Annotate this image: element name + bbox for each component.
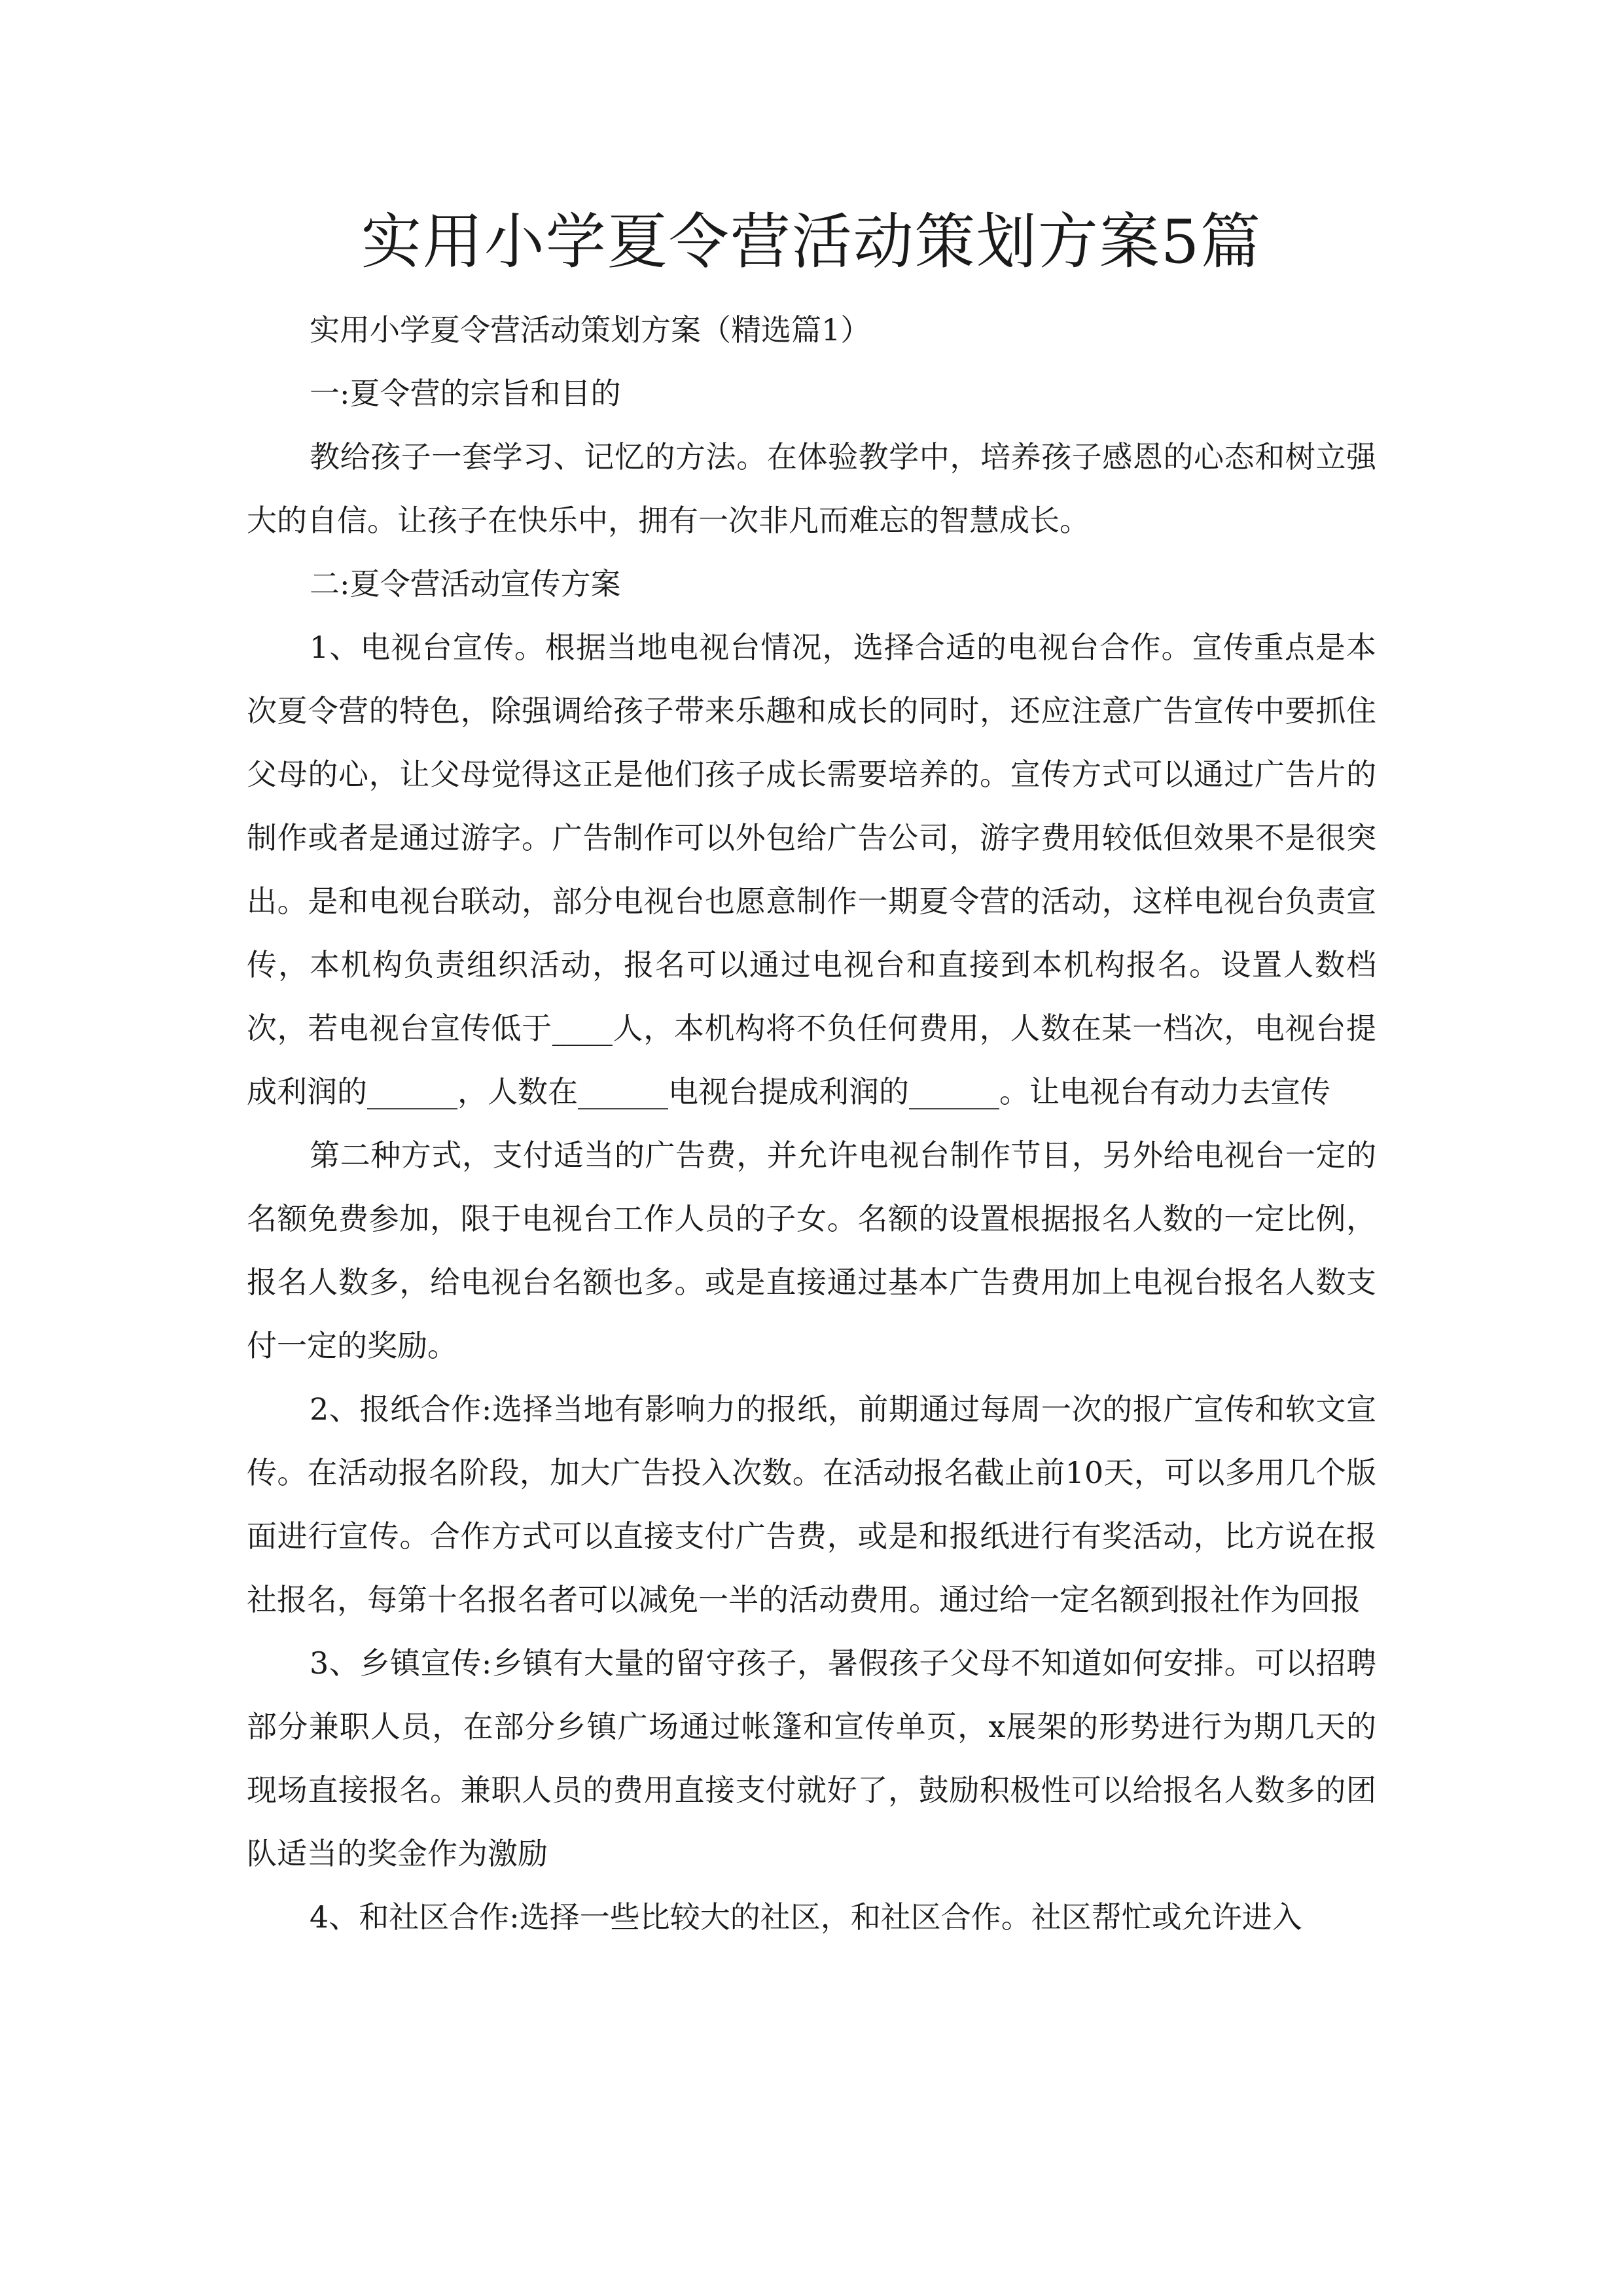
body-paragraph: 3、乡镇宣传:乡镇有大量的留守孩子，暑假孩子父母不知道如何安排。可以招聘部分兼职人员，在部分乡镇广场通过帐篷和宣传单页，x展架的形势进行为期几天的现场直接报名。兼职人员的费用直接支付就好了，鼓励积极性可以给报名人数多的团队适当的奖金作为激励 <box>247 1645 1376 1871</box>
document-title: 实用小学夏令营活动策划方案5篇 <box>361 207 1262 277</box>
subtitle-paragraph: 实用小学夏令营活动策划方案（精选篇1） <box>310 312 871 348</box>
body-paragraph: 2、报纸合作:选择当地有影响力的报纸，前期通过每周一次的报广宣传和软文宣传。在活动报名阶段，加大广告投入次数。在活动报名截止前10天，可以多用几个版面进行宣传。合作方式可以直接支付广告费，或是和报纸进行有奖活动，比方说在报社报名，每第十名报名者可以减免一半的活动费用。通过给一定名额到报社作为回报 <box>247 1391 1376 1617</box>
section-heading-purpose: 一:夏令营的宗旨和目的 <box>310 376 621 411</box>
body-paragraph: 1、电视台宣传。根据当地电视台情况，选择合适的电视台合作。宣传重点是本次夏令营的特色，除强调给孩子带来乐趣和成长的同时，还应注意广告宣传中要抓住父母的心，让父母觉得这正是他们孩子成长需要培养的。宣传方式可以通过广告片的制作或者是通过游字。广告制作可以外包给广告公司，游字费用较低但效果不是很突出。是和电视台联动，部分电视台也愿意制作一期夏令营的活动，这样电视台负责宣传，本机构负责组织活动，报名可以通过电视台和直接到本机构报名。设置人数档次，若电视台宣传低于____人，本机构将不负任何费用，人数在某一档次，电视台提成利润的______，人数在______电视台提成利润的______。让电视台有动力去宣传 <box>247 630 1376 1109</box>
body-paragraph: 4、和社区合作:选择一些比较大的社区，和社区合作。社区帮忙或允许进入 <box>310 1899 1302 1935</box>
body-paragraph: 第二种方式，支付适当的广告费，并允许电视台制作节目，另外给电视台一定的名额免费参加，限于电视台工作人员的子女。名额的设置根据报名人数的一定比例，报名人数多，给电视台名额也多。或是直接通过基本广告费用加上电视台报名人数支付一定的奖励。 <box>247 1138 1376 1363</box>
document-page <box>247 190 1376 1949</box>
body-paragraph: 教给孩子一套学习、记忆的方法。在体验教学中，培养孩子感恩的心态和树立强大的自信。让孩子在快乐中，拥有一次非凡而难忘的智慧成长。 <box>247 439 1376 538</box>
section-heading-promotion: 二:夏令营活动宣传方案 <box>310 566 621 601</box>
